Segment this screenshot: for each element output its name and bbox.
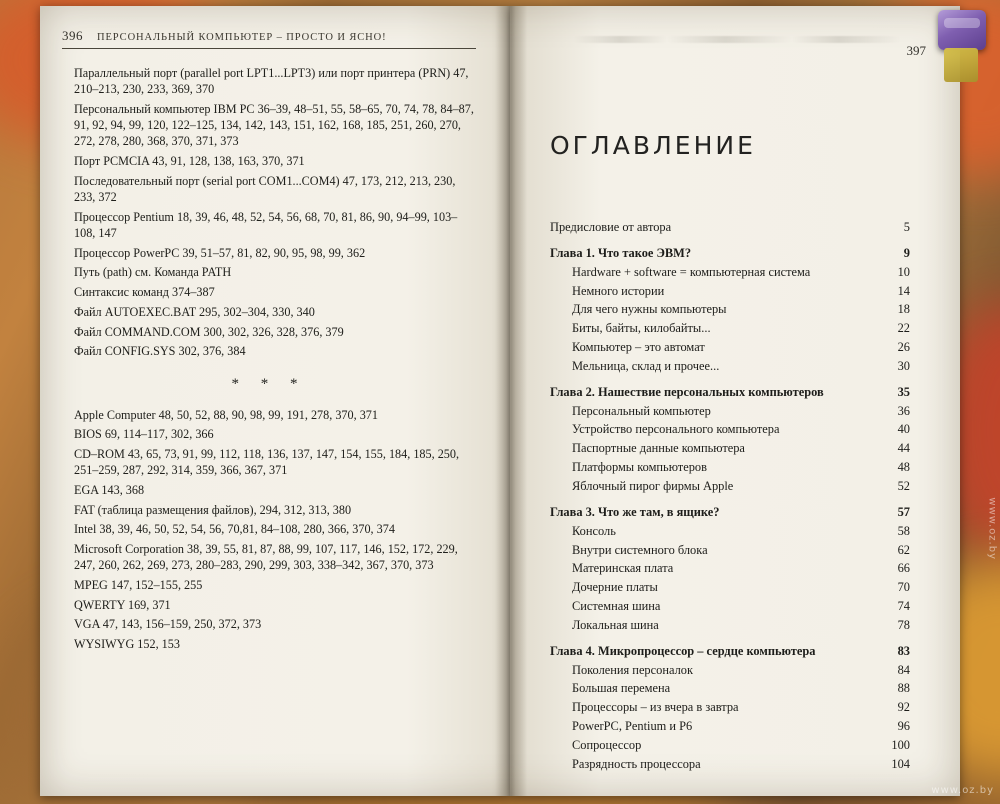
index-entry: FAT (таблица размещения файлов), 294, 312, 313, 380 [74, 502, 352, 517]
toc-row [550, 420, 910, 439]
toc-entry-label: Биты, байты, килобайты... [572, 321, 711, 336]
index-entry: MPEG 147, 152–155, 255 [74, 577, 203, 592]
toc-entry-page: 58 [897, 523, 910, 538]
index-entry: Синтаксис команд 374–387 [74, 285, 215, 300]
toc-entry-page: 66 [897, 561, 910, 576]
toc-entry-page: 57 [897, 504, 910, 519]
toc-row [550, 402, 910, 421]
toc-title: ОГЛАВЛЕНИЕ [550, 131, 756, 160]
toc-row [550, 263, 910, 282]
toc-row [550, 357, 910, 376]
open-book [40, 6, 960, 796]
toc-entry-label: Мельница, склад и прочее... [572, 358, 720, 373]
toc-row [550, 300, 910, 319]
toc-entry-page: 104 [891, 756, 910, 771]
toc-entry-page: 10 [897, 264, 910, 279]
section-separator: * * * [231, 375, 307, 392]
index-entry: Процессор Pentium 18, 39, 46, 48, 52, 54, 56, 68, 70, 81, 86, 90, 94–99, 103–108, 147 [74, 209, 458, 240]
index-entry: Процессор PowerPC 39, 51–57, 81, 82, 90, 95, 98, 99, 362 [74, 245, 366, 260]
toc-entry-label: Локальная шина [572, 617, 659, 632]
toc-row [550, 522, 910, 541]
toc-entry-page: 84 [897, 662, 910, 677]
toc-entry-page: 78 [897, 617, 910, 632]
index-entry: Intel 38, 39, 46, 50, 52, 54, 56, 70,81, 84–108, 280, 366, 370, 374 [74, 522, 395, 537]
toc-entry-label: Глава 1. Что такое ЭВМ? [550, 245, 692, 260]
running-title: ПЕРСОНАЛЬНЫЙ КОМПЬЮТЕР – ПРОСТО И ЯСНО! [97, 32, 387, 43]
toc-entry-label: Яблочный пирог фирмы Apple [572, 478, 734, 493]
toc-entry-label: Для чего нужны компьютеры [572, 302, 727, 317]
toc-entry-page: 100 [891, 737, 910, 752]
page-number-left: 396 [62, 28, 83, 43]
toc-entry-label: Консоль [572, 523, 616, 538]
toc-row [550, 477, 910, 496]
toc-row [550, 679, 910, 698]
index-group-two [62, 407, 476, 653]
toc-entry-page: 74 [897, 599, 910, 614]
toc-entry-page: 14 [897, 283, 910, 298]
index-entry: Apple Computer 48, 50, 52, 88, 90, 98, 99, 191, 278, 370, 371 [74, 407, 378, 422]
toc-row [550, 282, 910, 301]
toc-entry-page: 22 [897, 321, 910, 336]
toc-entry-page: 36 [897, 403, 910, 418]
toc-entry-page: 83 [897, 643, 910, 658]
toc-row [550, 503, 910, 522]
toc-entry-label: Hardware + software = компьютерная система [572, 264, 811, 279]
toc-row [550, 661, 910, 680]
side-watermark: www.oz.by [987, 497, 998, 560]
index-entry: Путь (path) см. Команда PATH [74, 265, 232, 280]
toc-entry-page: 70 [897, 580, 910, 595]
toc-entry-label: Глава 3. Что же там, в ящике? [550, 504, 720, 519]
toc-entry-label: Платформы компьютеров [572, 460, 707, 475]
left-page-content [62, 28, 476, 656]
right-page [510, 6, 960, 796]
show-through-text [550, 36, 940, 43]
index-entry: Параллельный порт (parallel port LPT1...LPT3) или порт принтера (PRN) 47, 210–213, 230, 233, 369, 370 [74, 66, 469, 97]
toc-entry-page: 62 [897, 542, 910, 557]
toc-entry-label: Системная шина [572, 599, 661, 614]
toc-row [550, 338, 910, 357]
toc-row [550, 717, 910, 736]
toc-entry-page: 35 [897, 384, 910, 399]
toc-row [550, 559, 910, 578]
toc-entry-label: Предисловие от автора [550, 220, 672, 234]
toc-entry-page: 44 [897, 441, 910, 456]
left-page-header [62, 28, 476, 44]
index-entry: Последовательный порт (serial port COM1...COM4) 47, 173, 212, 213, 230, 233, 372 [74, 173, 456, 205]
toc-entry-page: 88 [897, 681, 910, 696]
toc-entry-page: 52 [897, 478, 910, 493]
toc-entry-page: 18 [897, 302, 910, 317]
toc-entry-label: Глава 2. Нашествие персональных компьютеров [550, 384, 824, 399]
toc-row [550, 578, 910, 597]
toc-row [550, 597, 910, 616]
clip-tail-icon [944, 48, 978, 82]
toc-entry-page: 26 [897, 340, 910, 355]
toc-entry-page: 92 [897, 700, 910, 715]
toc-entry-page: 40 [897, 422, 910, 437]
toc-entry-label: Паспортные данные компьютера [572, 441, 745, 456]
toc-row [550, 755, 910, 774]
toc-row [550, 616, 910, 635]
toc-entry-page: 9 [903, 245, 910, 260]
toc-entry-page: 5 [903, 220, 910, 234]
toc-entry-label: Внутри системного блока [572, 542, 708, 557]
toc-row [550, 458, 910, 477]
toc-entry-label: Устройство персонального компьютера [572, 422, 780, 437]
toc-entry-page: 48 [897, 460, 910, 475]
toc-entry-label: Поколения персоналок [572, 662, 693, 677]
index-entry: Файл COMMAND.COM 300, 302, 326, 328, 376, 379 [74, 324, 344, 339]
index-entry: WYSIWYG 152, 153 [74, 637, 180, 652]
toc-entry-label: Большая перемена [572, 681, 671, 696]
index-entry: VGA 47, 143, 156–159, 250, 372, 373 [74, 617, 262, 632]
toc-row [550, 319, 910, 338]
binder-clip-icon [938, 10, 986, 50]
page-number-right: 397 [906, 43, 926, 58]
index-entry: CD–ROM 43, 65, 73, 91, 99, 112, 118, 136, 137, 147, 154, 155, 184, 185, 250, 251–259, 287, 292, 314, 359, 366, 367, 371 [74, 446, 460, 478]
index-entry: Порт PCMCIA 43, 91, 128, 138, 163, 370, 371 [74, 154, 305, 169]
right-page-content [550, 28, 940, 774]
index-entry: EGA 143, 368 [74, 482, 145, 497]
table-of-contents [550, 218, 910, 774]
toc-row [550, 244, 910, 263]
toc-entry-label: Компьютер – это автомат [572, 340, 705, 355]
toc-entry-label: Глава 4. Микропроцессор – сердце компьютера [550, 643, 816, 658]
toc-row [550, 218, 910, 237]
toc-row [550, 698, 910, 717]
toc-row [550, 642, 910, 661]
toc-entry-page: 30 [897, 358, 910, 373]
index-entry: BIOS 69, 114–117, 302, 366 [74, 427, 214, 442]
toc-entry-label: Сопроцессор [572, 737, 642, 752]
header-rule [62, 48, 476, 49]
watermark: www.oz.by [931, 785, 994, 796]
toc-entry-page: 96 [897, 719, 910, 734]
toc-entry-label: Процессоры – из вчера в завтра [572, 700, 739, 715]
index-entry: Персональный компьютер IBM PC 36–39, 48–51, 55, 58–65, 70, 74, 78, 84–87, 91, 92, 94, 99, 120, 122–125, 134, 142, 143, 151, 162, 168, 185, 251, 260, 270, 272, 278, 280, 368, 370, 371, 373 [74, 101, 474, 149]
index-group-one [62, 65, 476, 360]
toc-entry-label: Немного истории [572, 283, 665, 298]
toc-row [550, 541, 910, 560]
index-entry: Microsoft Corporation 38, 39, 55, 81, 87, 88, 99, 107, 117, 146, 152, 172, 229, 247, 260, 262, 269, 273, 280–283, 290, 299, 303, 338–342, 367, 370, 373 [74, 542, 458, 573]
toc-row [550, 439, 910, 458]
toc-entry-label: Персональный компьютер [572, 403, 711, 418]
left-page [40, 6, 510, 796]
index-entry: Файл AUTOEXEC.BAT 295, 302–304, 330, 340 [74, 304, 315, 319]
toc-entry-label: PowerPC, Pentium и P6 [572, 719, 693, 734]
toc-row [550, 736, 910, 755]
toc-entry-label: Материнская плата [572, 561, 674, 576]
index-entry: Файл CONFIG.SYS 302, 376, 384 [74, 344, 246, 359]
toc-entry-label: Разрядность процессора [572, 756, 701, 771]
toc-row [550, 383, 910, 402]
toc-entry-label: Дочерние платы [572, 580, 658, 595]
index-entry: QWERTY 169, 371 [74, 597, 171, 612]
